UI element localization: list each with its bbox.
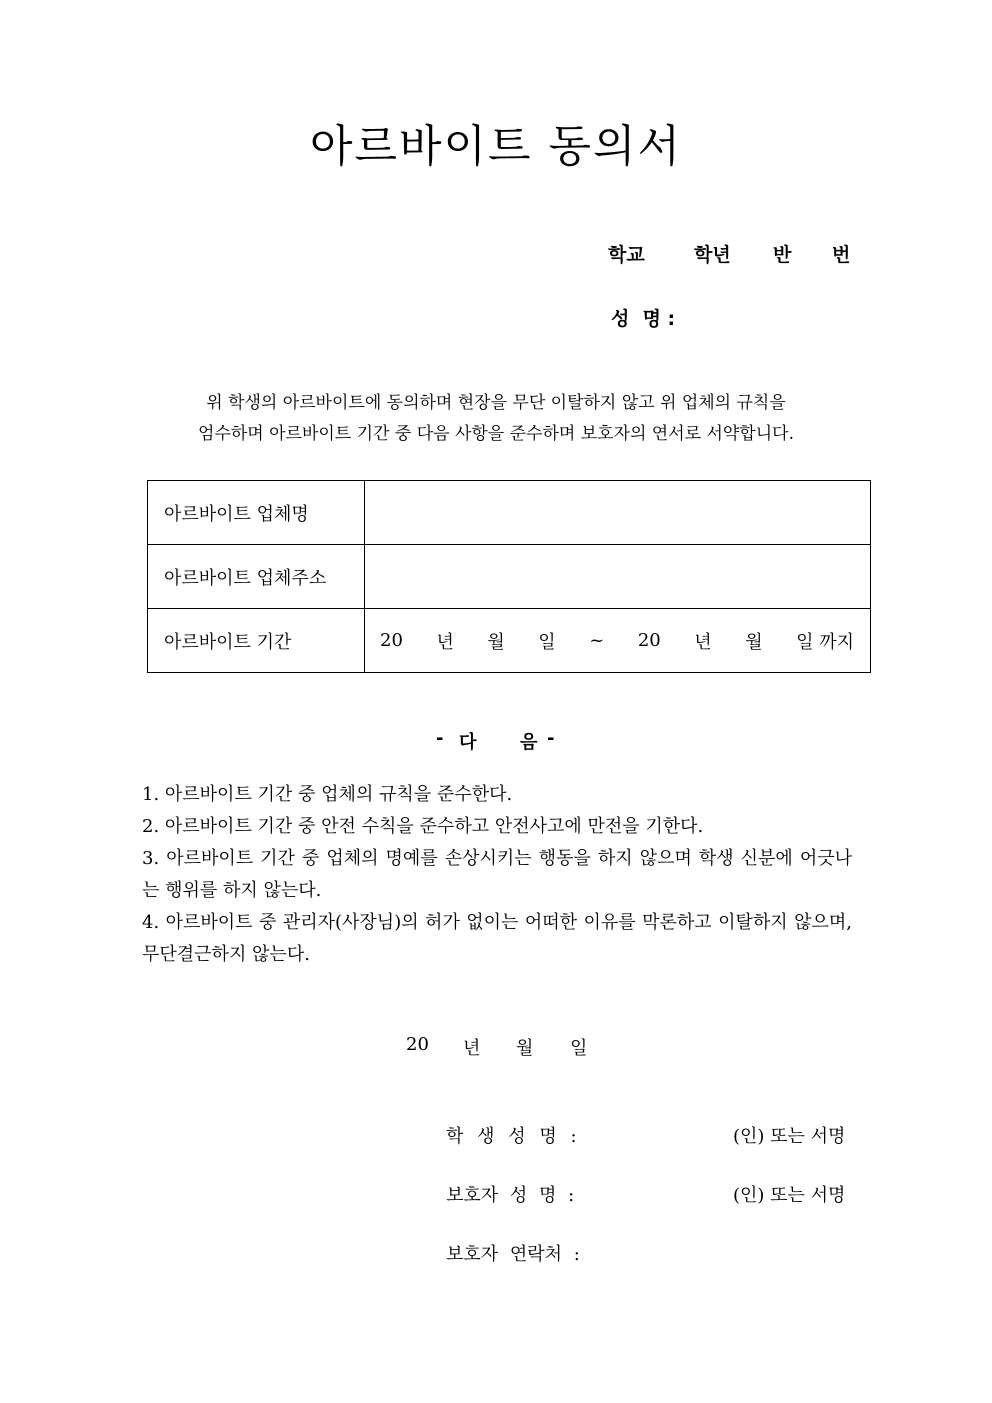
period-separator: ~ — [589, 630, 605, 651]
school-label: 학교 — [608, 244, 645, 266]
date-day-unit: 일 — [570, 1038, 588, 1059]
number-label: 번 — [832, 244, 851, 266]
intro-line-1: 위 학생의 아르바이트에 동의하며 현장을 무단 이탈하지 않고 위 업체의 규칙을 — [206, 393, 786, 413]
list-item: 2. 아르바이트 기간 중 안전 수칙을 준수하고 안전사고에 만전을 기한다. — [142, 816, 704, 837]
list-item: 3. 아르바이트 기간 중 업체의 명예를 손상시키는 행동을 하지 않으며 학생 신분에 어긋나는 행위를 하지 않는다. — [142, 848, 852, 901]
period-end-day-unit: 일 까지 — [796, 631, 854, 653]
guardian-signature-label: 보호자 성 명 : — [446, 1185, 575, 1206]
heading-dash-left: - — [436, 728, 444, 749]
table-row — [148, 545, 871, 609]
heading-dash-right: - — [547, 728, 555, 749]
company-name-label: 아르바이트 업체명 — [148, 481, 365, 545]
document-title: 아르바이트 동의서 — [309, 121, 683, 172]
grade-label: 학년 — [694, 244, 731, 266]
student-signature-suffix: (인) 또는 서명 — [733, 1126, 846, 1147]
period-end-month-unit: 월 — [745, 631, 763, 653]
list-item: 1. 아르바이트 기간 중 업체의 규칙을 준수한다. — [142, 784, 513, 805]
company-address-value[interactable] — [365, 545, 871, 609]
info-table — [147, 480, 871, 673]
work-period-label: 아르바이트 기간 — [148, 609, 365, 673]
period-end-year-unit: 년 — [694, 631, 712, 653]
heading-word-2: 음 — [520, 732, 538, 753]
period-start-year: 20 — [380, 630, 403, 651]
period-start-month-unit: 월 — [487, 631, 505, 653]
guardian-signature-suffix: (인) 또는 서명 — [733, 1185, 846, 1206]
period-start-day-unit: 일 — [538, 631, 556, 653]
date-year: 20 — [406, 1034, 429, 1055]
period-end-year: 20 — [637, 630, 661, 651]
guardian-contact-label: 보호자 연락처 : — [446, 1244, 580, 1265]
company-name-value[interactable] — [365, 481, 871, 545]
work-period-value[interactable] — [365, 609, 871, 673]
table-row — [148, 609, 871, 673]
date-month-unit: 월 — [516, 1038, 534, 1059]
class-label: 반 — [773, 244, 792, 266]
student-signature-label: 학 생 성 명 : — [446, 1126, 577, 1147]
period-start-year-unit: 년 — [436, 631, 454, 653]
name-label: 성 명 : — [611, 308, 676, 330]
intro-line-2: 엄수하며 아르바이트 기간 중 다음 사항을 준수하며 보호자의 연서로 서약합니다. — [198, 424, 794, 444]
list-item: 4. 아르바이트 중 관리자(사장님)의 허가 없이는 어떠한 이유를 막론하고 이탈하지 않으며, 무단결근하지 않는다. — [142, 912, 852, 965]
table-row — [148, 481, 871, 545]
heading-word-1: 다 — [459, 732, 477, 753]
company-address-label: 아르바이트 업체주소 — [148, 545, 365, 609]
date-year-unit: 년 — [463, 1038, 481, 1059]
